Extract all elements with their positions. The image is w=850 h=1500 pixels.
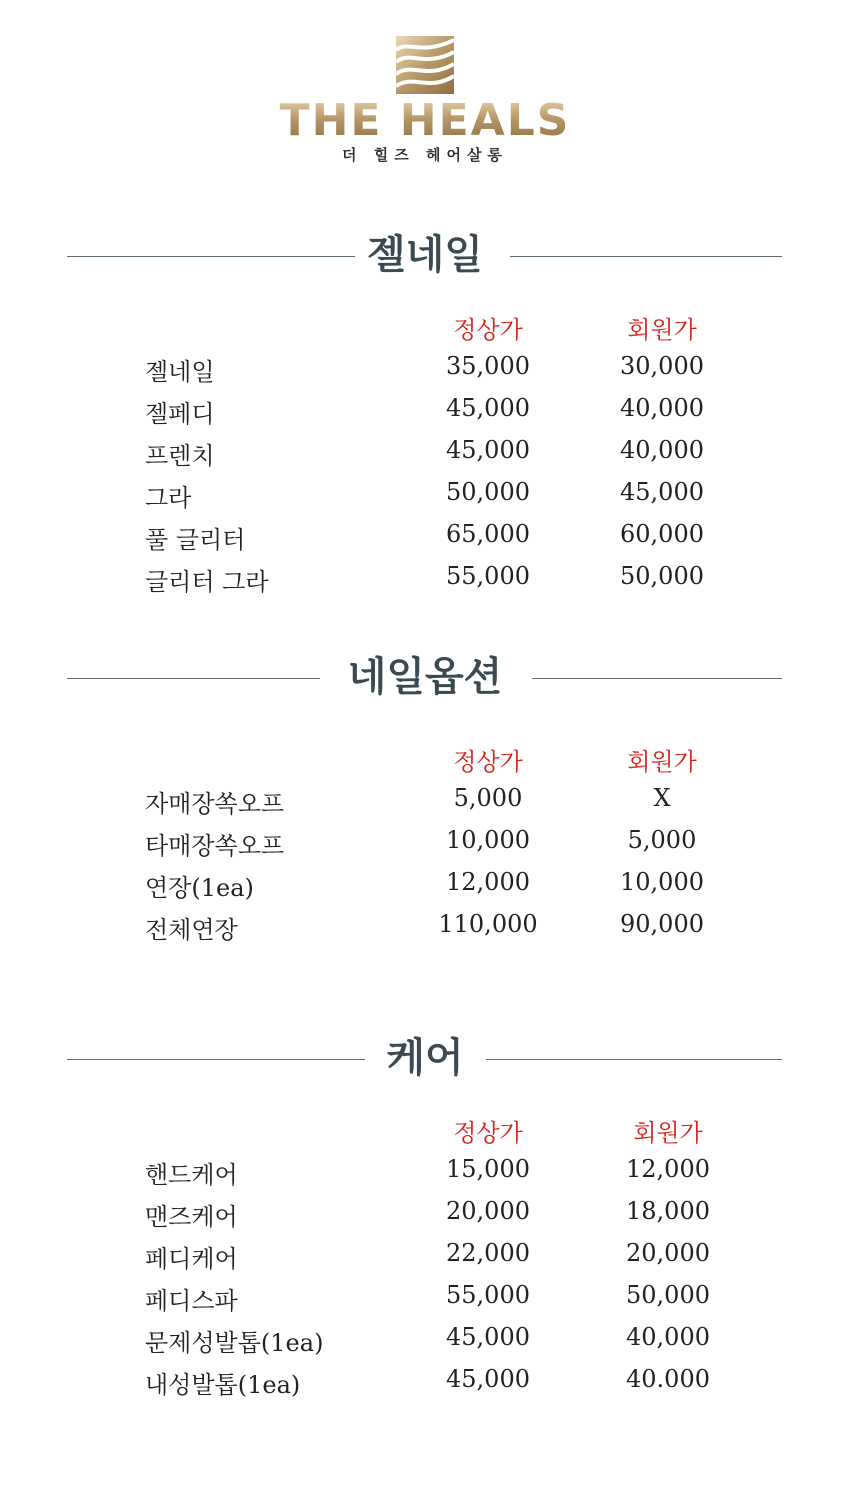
section-title: 네일옵션 [347, 654, 503, 700]
regular-price-header: 정상가 [453, 1119, 523, 1147]
service-name: 그라 [145, 484, 192, 512]
regular-price: 65,000 [446, 520, 530, 548]
price-row [0, 352, 850, 394]
service-name: 핸드케어 [145, 1161, 238, 1189]
divider-right [486, 1059, 782, 1060]
member-price: 40,000 [620, 394, 704, 422]
divider-right [510, 256, 782, 257]
service-name: 타매장쏙오프 [145, 832, 285, 860]
member-price: 45,000 [620, 478, 704, 506]
price-row [0, 436, 850, 478]
regular-price: 15,000 [446, 1155, 530, 1183]
regular-price-header: 정상가 [453, 748, 523, 776]
regular-price: 50,000 [446, 478, 530, 506]
regular-price: 20,000 [446, 1197, 530, 1225]
price-header-row [0, 1113, 850, 1155]
brand-logo [0, 36, 850, 165]
section-title: 젤네일 [367, 232, 483, 278]
member-price: 20,000 [626, 1239, 710, 1267]
section-title: 케어 [386, 1035, 464, 1081]
price-row [0, 1281, 850, 1323]
section-header [0, 230, 850, 280]
price-row [0, 562, 850, 604]
member-price: 50,000 [620, 562, 704, 590]
price-row [0, 868, 850, 910]
regular-price: 45,000 [446, 1323, 530, 1351]
service-name: 풀 글리터 [145, 526, 246, 554]
member-price: 50,000 [626, 1281, 710, 1309]
section-nail-options [0, 652, 850, 952]
regular-price: 45,000 [446, 436, 530, 464]
regular-price: 45,000 [446, 394, 530, 422]
price-row [0, 478, 850, 520]
member-price: 10,000 [620, 868, 704, 896]
member-price-header: 회원가 [627, 748, 697, 776]
service-name: 젤페디 [145, 400, 215, 428]
price-row [0, 1197, 850, 1239]
service-name: 연장(1ea) [145, 874, 254, 902]
price-row [0, 1155, 850, 1197]
regular-price: 12,000 [446, 868, 530, 896]
price-header-row [0, 742, 850, 784]
regular-price: 10,000 [446, 826, 530, 854]
member-price-header: 회원가 [633, 1119, 703, 1147]
price-row [0, 910, 850, 952]
price-header-row [0, 310, 850, 352]
price-row [0, 826, 850, 868]
divider-right [532, 678, 782, 679]
regular-price: 110,000 [438, 910, 538, 938]
member-price-header: 회원가 [627, 316, 697, 344]
member-price: 60,000 [620, 520, 704, 548]
service-name: 전체연장 [145, 916, 238, 944]
section-header [0, 652, 850, 702]
service-name: 페디스파 [145, 1287, 238, 1315]
regular-price: 35,000 [446, 352, 530, 380]
regular-price-header: 정상가 [453, 316, 523, 344]
price-row [0, 520, 850, 562]
member-price: 18,000 [626, 1197, 710, 1225]
regular-price: 55,000 [446, 562, 530, 590]
section-care [0, 1033, 850, 1407]
member-price: 12,000 [626, 1155, 710, 1183]
price-row [0, 394, 850, 436]
brand-subtitle: 더 힐즈 헤어살롱 [342, 146, 508, 164]
service-name: 맨즈케어 [145, 1203, 238, 1231]
member-price: 40,000 [620, 436, 704, 464]
regular-price: 5,000 [453, 784, 523, 812]
member-price: 40,000 [626, 1323, 710, 1351]
price-row [0, 1365, 850, 1407]
service-name: 내성발톱(1ea) [145, 1371, 301, 1399]
price-row [0, 1239, 850, 1281]
brand-name: THE HEALS [0, 96, 850, 146]
service-name: 문제성발톱(1ea) [145, 1329, 324, 1357]
member-price: 30,000 [620, 352, 704, 380]
wave-logo-icon [396, 36, 454, 94]
regular-price: 45,000 [446, 1365, 530, 1393]
section-gel-nail [0, 230, 850, 604]
member-price: 5,000 [627, 826, 697, 854]
member-price: 90,000 [620, 910, 704, 938]
member-price: X [653, 784, 671, 812]
service-name: 페디케어 [145, 1245, 238, 1273]
price-row [0, 1323, 850, 1365]
service-name: 프렌치 [145, 442, 215, 470]
regular-price: 22,000 [446, 1239, 530, 1267]
service-name: 젤네일 [145, 358, 215, 386]
price-row [0, 784, 850, 826]
section-header [0, 1033, 850, 1083]
member-price: 40.000 [626, 1365, 710, 1393]
service-name: 글리터 그라 [145, 568, 269, 596]
service-name: 자매장쏙오프 [145, 790, 285, 818]
regular-price: 55,000 [446, 1281, 530, 1309]
